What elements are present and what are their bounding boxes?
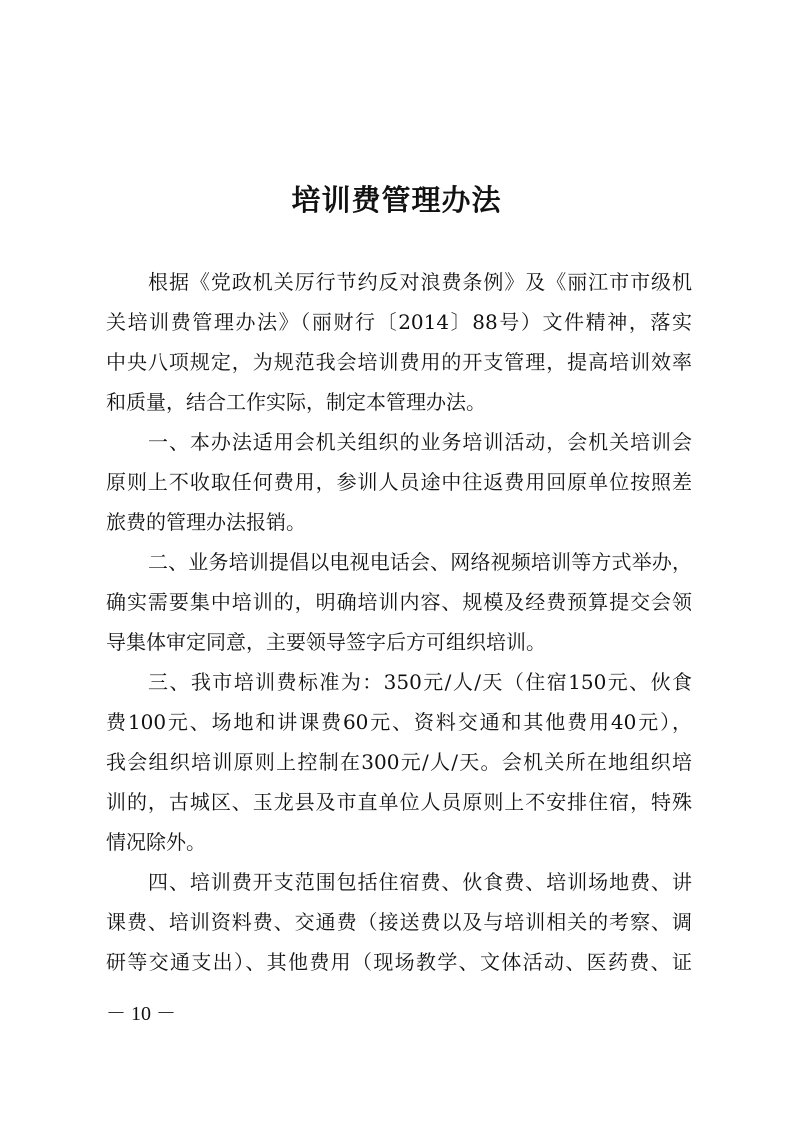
paragraph-2-line-1: 一、本办法适用会机关组织的业务培训活动，会机关培训会 bbox=[148, 430, 692, 454]
paragraph-3-line-2: 确实需要集中培训的，明确培训内容、规模及经费预算提交会领 bbox=[106, 590, 692, 614]
paragraph-5-line-1: 四、培训费开支范围包括住宿费、伙食费、培训场地费、讲 bbox=[148, 870, 692, 894]
paragraph-4-line-2: 费100元、场地和讲课费60元、资料交通和其他费用40元）， bbox=[106, 710, 692, 734]
paragraph-1-line-4: 和质量，结合工作实际，制定本管理办法。 bbox=[106, 390, 486, 414]
paragraph-5-line-3: 研等交通支出）、其他费用（现场教学、文体活动、医药费、证 bbox=[106, 950, 692, 974]
paragraph-1-line-1: 根据《党政机关厉行节约反对浪费条例》及《丽江市市级机 bbox=[148, 270, 692, 294]
page-number: － 10 － bbox=[106, 1003, 176, 1025]
paragraph-4-line-3: 我会组织培训原则上控制在300元/人/天。会机关所在地组织培 bbox=[106, 750, 692, 774]
document-title: 培训费管理办法 bbox=[291, 183, 502, 217]
paragraph-4-line-4: 训的，古城区、玉龙县及市直单位人员原则上不安排住宿，特殊 bbox=[106, 790, 692, 814]
paragraph-3-line-3: 导集体审定同意，主要领导签字后方可组织培训。 bbox=[106, 630, 546, 654]
paragraph-4-line-1: 三、我市培训费标准为：350元/人/天（住宿150元、伙食 bbox=[148, 670, 692, 694]
paragraph-4-line-5: 情况除外。 bbox=[106, 830, 206, 854]
document-body bbox=[106, 262, 692, 982]
paragraph-1-line-2: 关培训费管理办法》（丽财行〔2014〕88号）文件精神，落实 bbox=[106, 310, 692, 334]
paragraph-3-line-1: 二、业务培训提倡以电视电话会、网络视频培训等方式举办， bbox=[148, 550, 692, 574]
paragraph-5-line-2: 课费、培训资料费、交通费（接送费以及与培训相关的考察、调 bbox=[106, 910, 692, 934]
paragraph-2-line-3: 旅费的管理办法报销。 bbox=[106, 510, 306, 534]
paragraph-1-line-3: 中央八项规定，为规范我会培训费用的开支管理，提高培训效率 bbox=[106, 350, 692, 374]
paragraph-2-line-2: 原则上不收取任何费用，参训人员途中往返费用回原单位按照差 bbox=[106, 470, 692, 494]
